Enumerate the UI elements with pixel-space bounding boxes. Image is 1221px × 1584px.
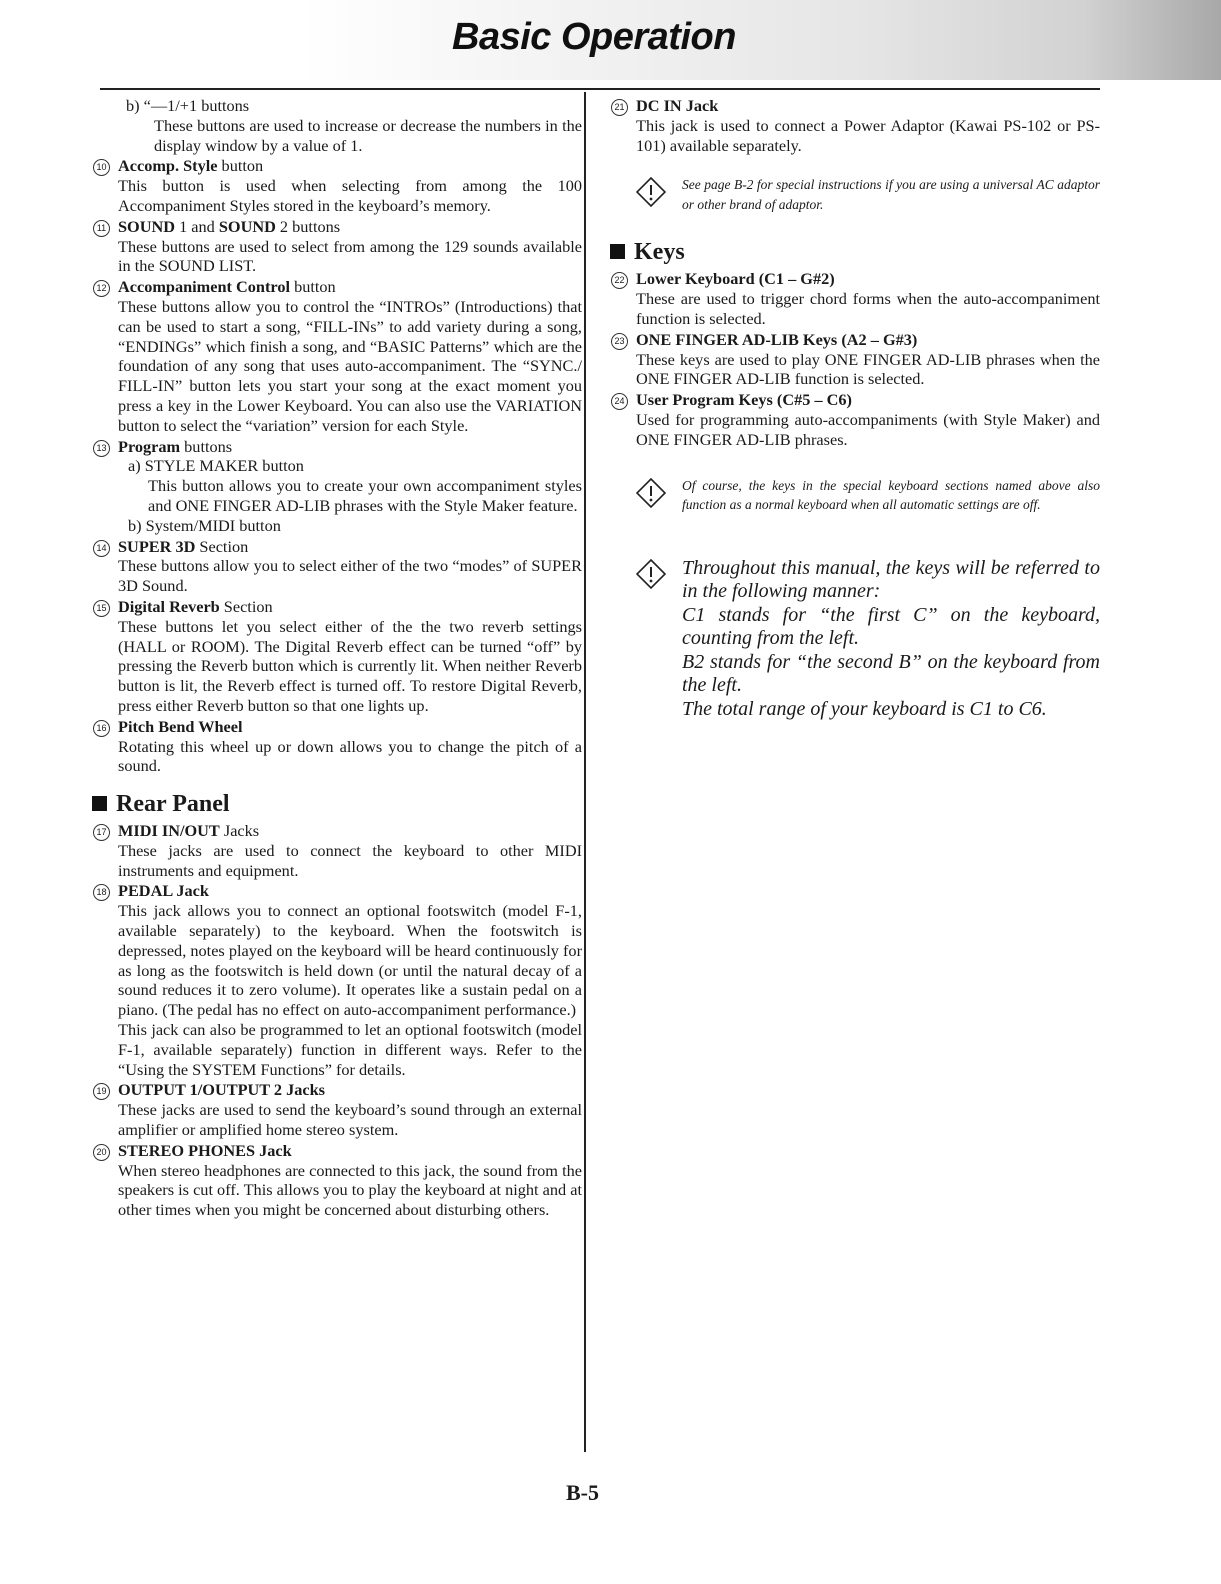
section-heading-rear-panel: Rear Panel (90, 790, 582, 818)
item-desc: These jacks are used to send the keyboard’s sound through an external amplifier or amplified home stereo system. (118, 1100, 582, 1140)
item-suffix: button (217, 156, 264, 176)
page-title: Basic Operation (452, 16, 736, 58)
item-title: User Program Keys (C#5 – C6) (636, 390, 852, 410)
item-suffix: button (290, 277, 336, 297)
item-title: Accompaniment Control (118, 277, 290, 297)
left-column (90, 96, 582, 1221)
item-suffix: buttons (180, 436, 233, 456)
item-16 (90, 717, 582, 776)
item-suffix: Section (219, 596, 273, 616)
item-desc: Used for programming auto-accompaniments (with Style Maker) and ONE FINGER AD-LIB phrases. (636, 409, 1100, 449)
item-suffix: Jacks (219, 821, 260, 841)
item-title: SOUND (218, 216, 276, 236)
circled-number: 17 (93, 824, 110, 841)
sub-item-a-desc: This button allows you to create your own accompaniment styles and ONE FINGER AD-LIB phrases with the Style Maker feature. (148, 476, 582, 515)
b-buttons-label: b) “—1/+1 buttons (126, 96, 250, 115)
item-18 (90, 881, 582, 1079)
circled-number: 16 (93, 720, 110, 737)
item-text: 1 and (175, 216, 219, 236)
item-desc: These are used to trigger chord forms when the auto-accompaniment function is selected. (636, 289, 1100, 328)
note-key-naming (608, 557, 1100, 722)
item-desc: These buttons are used to select from among the 129 sounds available in the SOUND LIST. (118, 236, 582, 276)
item-desc-2: This jack can also be programmed to let an optional footswitch (model F-1, available separately) function in different ways. Refer to the “Using the SYSTEM Functions” for details. (118, 1020, 582, 1079)
note-keyboard-sections (608, 476, 1100, 515)
item-title: Accomp. Style (118, 156, 218, 176)
circled-number: 13 (93, 440, 110, 457)
item-desc: These buttons allow you to control the “INTROs” (Introductions) that can be used to start a song, “FILL-INs” to add variety during a song, “ENDINGs” which finish a song, and “BASIC Patterns” which are the foundation of any song that uses auto-accompaniment. The “SYNC./ FILL-IN” button lets you start your song at the exact moment you press a key in the Lower Keyboard. You can also use the VARIATION button to select the “variation” version for each Style. (118, 296, 582, 435)
item-title: ONE FINGER AD-LIB Keys (A2 – G#3) (636, 329, 918, 349)
item-15 (90, 597, 582, 716)
b-buttons-desc: These buttons are used to increase or decrease the numbers in the display window by a value of 1. (154, 115, 582, 155)
item-title: STEREO PHONES Jack (118, 1140, 292, 1160)
item-title: OUTPUT 1/OUTPUT 2 Jacks (118, 1080, 326, 1100)
item-title: Digital Reverb (118, 596, 220, 616)
item-suffix: 2 buttons (275, 216, 341, 236)
note-line-1: Throughout this manual, the keys will be referred to in the following manner: (682, 556, 1100, 603)
page-number: B-5 (566, 1480, 599, 1505)
circled-number: 10 (93, 159, 110, 176)
note-line-2: C1 stands for “the first C” on the keyboard, counting from the left. (682, 603, 1100, 650)
sub-item-b: b) System/MIDI button (128, 515, 281, 535)
item-17 (90, 821, 582, 880)
circled-number: 15 (93, 600, 110, 617)
item-desc: These buttons allow you to select either of the two “modes” of SUPER 3D Sound. (118, 556, 582, 596)
note-adaptor (608, 175, 1100, 214)
circled-number: 22 (611, 272, 628, 289)
note-line-3: B2 stands for “the second B” on the keyboard from the left. (682, 650, 1100, 697)
item-22 (608, 269, 1100, 328)
item-title: Lower Keyboard (C1 – G#2) (636, 269, 835, 289)
header-rule (100, 88, 1100, 90)
item-desc: This button is used when selecting from among the 100 Accompaniment Styles stored in the keyboard’s memory. (118, 176, 582, 215)
circled-number: 23 (611, 333, 628, 350)
item-desc: These buttons let you select either of the the two reverb settings (HALL or ROOM). The Digital Reverb effect can be turned “off” by pressing the Reverb button which is currently lit. When neither Reverb button is lit, the Reverb effect is turned off. To restore Digital Reverb, press either Reverb button so that one lights up. (118, 616, 582, 715)
note-line-4: The total range of your keyboard is C1 to C6. (682, 697, 1047, 720)
warning-icon (636, 177, 666, 207)
item-20 (90, 1141, 582, 1220)
circled-number: 21 (611, 99, 628, 116)
item-title: SOUND (118, 216, 175, 236)
item-title: MIDI IN/OUT (118, 821, 220, 841)
item-title: Pitch Bend Wheel (118, 716, 243, 736)
item-suffix: Section (195, 536, 249, 556)
item-24 (608, 390, 1100, 449)
item-title: SUPER 3D (118, 536, 196, 556)
sub-item-a: a) STYLE MAKER button (128, 456, 304, 476)
circled-number: 14 (93, 540, 110, 557)
note-text: See page B-2 for special instructions if you are using a universal AC adaptor or other brand of adaptor. (682, 177, 1100, 212)
circled-number: 19 (93, 1083, 110, 1100)
b-buttons-item (90, 96, 582, 155)
item-desc: These jacks are used to connect the keyboard to other MIDI instruments and equipment. (118, 840, 582, 880)
item-title: Program (118, 436, 181, 456)
note-text: Of course, the keys in the special keyboard sections named above also function as a normal keyboard when all automatic settings are off. (682, 477, 1100, 513)
item-10 (90, 156, 582, 215)
right-column (608, 96, 1100, 721)
item-14 (90, 537, 582, 596)
item-12 (90, 277, 582, 435)
item-title: PEDAL Jack (118, 881, 209, 901)
warning-icon (636, 559, 666, 589)
item-11 (90, 217, 582, 276)
section-heading-keys: Keys (608, 238, 1100, 266)
circled-number: 12 (93, 280, 110, 297)
item-title: DC IN Jack (636, 96, 719, 115)
column-divider (584, 92, 586, 1452)
item-desc: These keys are used to play ONE FINGER AD-LIB phrases when the ONE FINGER AD-LIB function is selected. (636, 349, 1100, 389)
item-13 (90, 437, 582, 536)
circled-number: 24 (611, 393, 628, 410)
circled-number: 20 (93, 1144, 110, 1161)
item-21 (608, 96, 1100, 155)
item-23 (608, 330, 1100, 389)
circled-number: 18 (93, 884, 110, 901)
item-desc: This jack is used to connect a Power Adaptor (Kawai PS-102 or PS-101) available separately. (636, 115, 1100, 155)
header-band (300, 0, 1221, 80)
warning-icon (636, 478, 666, 508)
item-desc: Rotating this wheel up or down allows you to change the pitch of a sound. (118, 736, 582, 776)
item-19 (90, 1080, 582, 1139)
item-desc: This jack allows you to connect an optional footswitch (model F-1, available separately) to the keyboard. When the footswitch is depressed, notes played on the keyboard will be heard continuously for as long as the footswitch is held down (or until the natural decay of a sound reduces it to zero volume). It operates like a sustain pedal on a piano. (The pedal has no effect on auto-accompaniment performance.) (118, 901, 582, 1020)
item-desc: When stereo headphones are connected to this jack, the sound from the speakers is cut off. This allows you to play the keyboard at night and at other times when you might be concerned about disturbing others. (118, 1160, 582, 1220)
circled-number: 11 (93, 220, 110, 237)
